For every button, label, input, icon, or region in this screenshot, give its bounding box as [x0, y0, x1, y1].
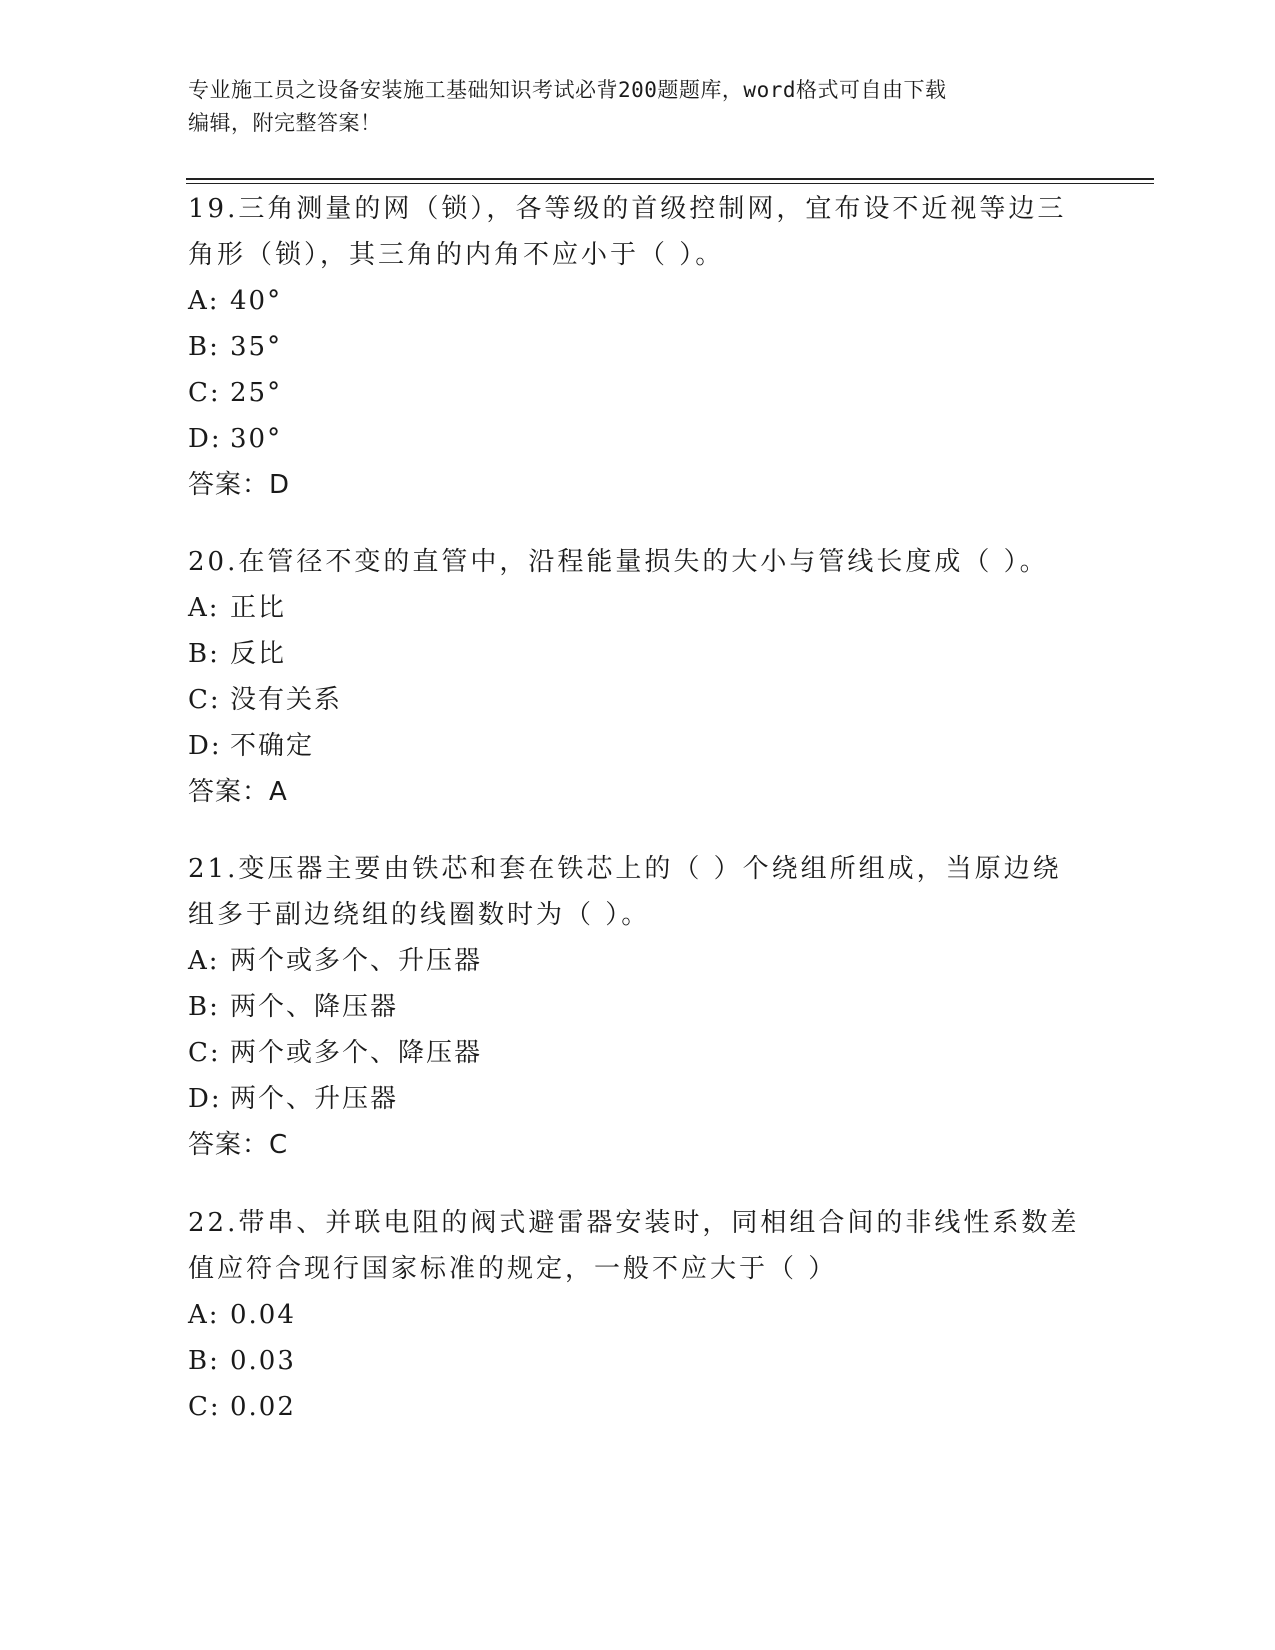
- option-b: [188, 324, 1088, 370]
- option-key: A:: [188, 946, 220, 976]
- question-stem-line: 21.变压器主要由铁芯和套在铁芯上的（ ）个绕组所组成，当原边绕: [188, 854, 1062, 884]
- option-text: 0.03: [230, 1346, 296, 1376]
- option-key: B:: [188, 1346, 220, 1376]
- option-text: 两个、降压器: [230, 992, 399, 1022]
- option-text: 两个、升压器: [230, 1084, 399, 1114]
- option-key: C:: [188, 1038, 221, 1068]
- option-key: B:: [188, 639, 220, 669]
- option-a: [188, 1292, 1088, 1338]
- option-key: D:: [188, 731, 222, 761]
- header-divider-thick: [186, 178, 1154, 180]
- header-divider-thin: [186, 183, 1154, 184]
- option-text: 两个或多个、升压器: [230, 946, 483, 976]
- option-key: C:: [188, 685, 221, 715]
- option-c: [188, 677, 1088, 723]
- option-key: D:: [188, 424, 222, 454]
- option-text: 40°: [230, 286, 283, 316]
- option-text: 35°: [230, 332, 283, 362]
- option-key: A:: [188, 286, 220, 316]
- option-d: [188, 723, 1088, 769]
- option-key: B:: [188, 332, 220, 362]
- question-21: [188, 846, 1088, 1168]
- option-d: [188, 416, 1088, 462]
- option-b: [188, 1338, 1088, 1384]
- answer-line: 答案：A: [188, 777, 288, 807]
- option-key: D:: [188, 1084, 222, 1114]
- option-text: 反比: [230, 639, 287, 669]
- option-c: [188, 370, 1088, 416]
- question-stem-line: 19.三角测量的网（锁），各等级的首级控制网，宜布设不近视等边三: [188, 194, 1067, 224]
- option-key: A:: [188, 1300, 220, 1330]
- option-text: 正比: [230, 593, 287, 623]
- option-key: C:: [188, 1392, 221, 1422]
- question-stem-line: 角形（锁），其三角的内角不应小于（ ）。: [188, 240, 725, 270]
- option-a: [188, 585, 1088, 631]
- question-stem-line: 值应符合现行国家标准的规定，一般不应大于（ ）: [188, 1254, 838, 1284]
- option-d: [188, 1076, 1088, 1122]
- option-text: 30°: [230, 424, 283, 454]
- option-key: C:: [188, 378, 221, 408]
- option-text: 没有关系: [230, 685, 343, 715]
- question-20: [188, 539, 1088, 815]
- option-key: B:: [188, 992, 220, 1022]
- question-19: [188, 186, 1088, 508]
- question-22: [188, 1200, 1088, 1430]
- document-header: [188, 74, 1068, 140]
- answer-line: 答案：C: [188, 1130, 289, 1160]
- header-line-1: 专业施工员之设备安装施工基础知识考试必背200题题库，word格式可自由下载: [188, 78, 947, 102]
- question-stem-line: 20.在管径不变的直管中，沿程能量损失的大小与管线长度成（ ）。: [188, 547, 1049, 577]
- option-b: [188, 984, 1088, 1030]
- option-text: 0.04: [230, 1300, 296, 1330]
- option-text: 0.02: [230, 1392, 296, 1422]
- option-a: [188, 278, 1088, 324]
- option-c: [188, 1030, 1088, 1076]
- option-b: [188, 631, 1088, 677]
- option-a: [188, 938, 1088, 984]
- option-text: 25°: [230, 378, 283, 408]
- header-line-2: 编辑，附完整答案！: [188, 111, 382, 135]
- option-text: 不确定: [230, 731, 315, 761]
- answer-line: 答案：D: [188, 470, 291, 500]
- option-c: [188, 1384, 1088, 1430]
- option-text: 两个或多个、降压器: [230, 1038, 483, 1068]
- question-stem-line: 22.带串、并联电阻的阀式避雷器安装时，同相组合间的非线性系数差: [188, 1208, 1080, 1238]
- option-key: A:: [188, 593, 220, 623]
- question-stem-line: 组多于副边绕组的线圈数时为（ ）。: [188, 900, 651, 930]
